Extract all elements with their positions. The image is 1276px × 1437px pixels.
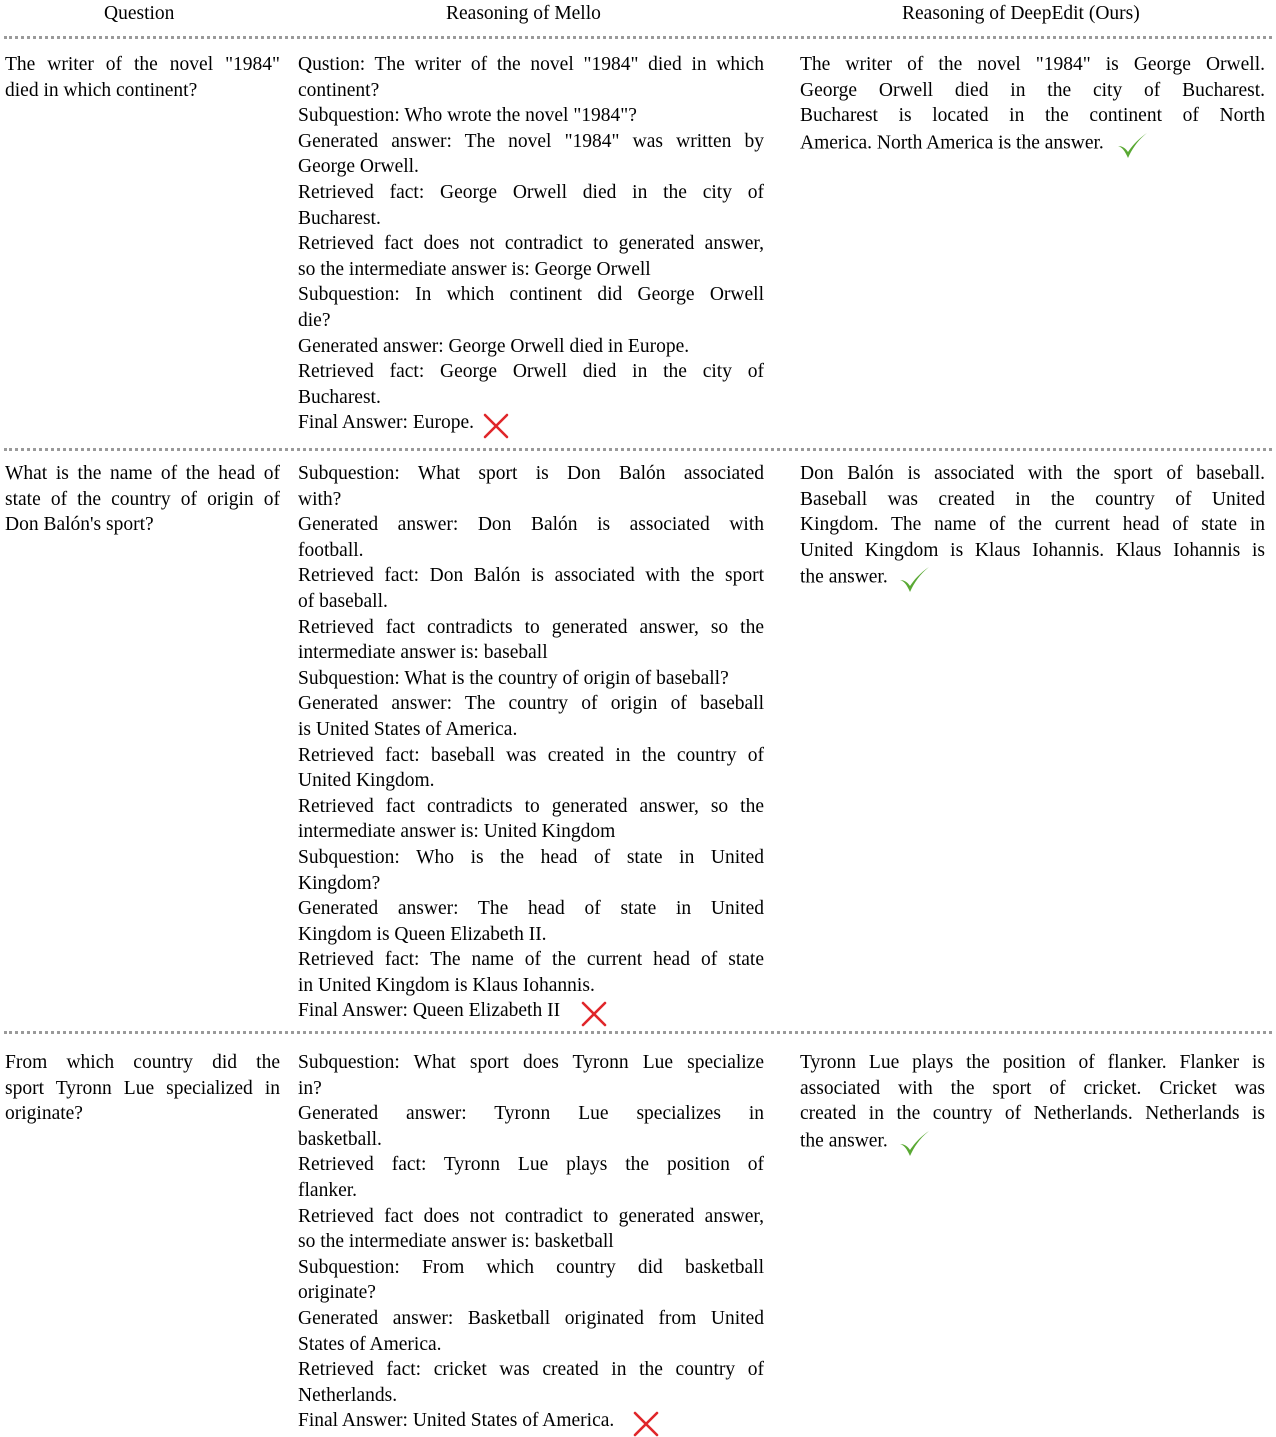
check-mark-icon bbox=[898, 1129, 930, 1159]
text-line: Generated answer: The head of state in United bbox=[298, 898, 764, 920]
text-line: football. bbox=[298, 539, 364, 561]
text-line: Subquestion: Who is the head of state in United bbox=[298, 846, 764, 868]
text-line: Retrieved fact: Tyronn Lue plays the position of bbox=[298, 1154, 764, 1176]
text-line: originate? bbox=[298, 1282, 376, 1304]
text-line: States of America. bbox=[298, 1333, 442, 1355]
text-line: Retrieved fact: cricket was created in the country of bbox=[298, 1359, 764, 1381]
text-line: Generated answer: Basketball originated from United bbox=[298, 1307, 764, 1329]
text-line: continent? bbox=[298, 79, 380, 101]
text-line: Subquestion: What sport is Don Balón associated bbox=[298, 463, 764, 484]
row-3-deepedit bbox=[800, 1050, 1265, 1157]
text-line: Retrieved fact: George Orwell died in the city of bbox=[298, 361, 764, 383]
row-2-mello bbox=[298, 461, 764, 1025]
text-line: The writer of the novel "1984" bbox=[5, 54, 280, 75]
text-line: Bucharest. bbox=[298, 386, 381, 408]
row-2-deepedit bbox=[800, 461, 1265, 593]
text-line: basketball. bbox=[298, 1128, 382, 1150]
text-line: Retrieved fact does not contradict to generated answer, bbox=[298, 233, 764, 255]
text-line: the answer. bbox=[800, 1127, 1265, 1157]
text-line: in United Kingdom is Klaus Iohannis. bbox=[298, 974, 595, 996]
text-line: Retrieved fact: baseball was created in the country of bbox=[298, 744, 764, 766]
text-line: Retrieved fact: George Orwell died in the city of bbox=[298, 181, 764, 203]
text-line: Final Answer: United States of America. bbox=[298, 1408, 764, 1435]
text-line: Generated answer: Tyronn Lue specializes in bbox=[298, 1103, 764, 1125]
header-question: Question bbox=[104, 3, 175, 24]
row-separator bbox=[4, 36, 1272, 39]
text-line: What is the name of the head of bbox=[5, 463, 280, 484]
cross-mark-icon bbox=[632, 1411, 660, 1437]
text-line: Retrieved fact: The name of the current head of state bbox=[298, 949, 764, 971]
check-mark-icon bbox=[898, 565, 930, 595]
text-line: Retrieved fact: Don Balón is associated with the sport bbox=[298, 565, 764, 587]
text-line: the answer. bbox=[800, 563, 1265, 593]
text-line: Subquestion: In which continent did George Orwell bbox=[298, 284, 764, 306]
text-line: United Kingdom is Klaus Iohannis. Klaus Iohannis is bbox=[800, 539, 1265, 561]
text-line: Final Answer: Queen Elizabeth II bbox=[298, 998, 764, 1025]
text-line: intermediate answer is: baseball bbox=[298, 642, 548, 664]
text-line: Don Balón's sport? bbox=[5, 514, 154, 536]
row-1-question bbox=[5, 52, 280, 103]
text-line: Kingdom. The name of the current head of state in bbox=[800, 514, 1265, 536]
text-line: associated with the sport of cricket. Cricket was bbox=[800, 1077, 1265, 1099]
text-line: so the intermediate answer is: basketball bbox=[298, 1231, 614, 1253]
text-line: Subquestion: Who wrote the novel "1984"? bbox=[298, 105, 637, 127]
text-line: of baseball. bbox=[298, 590, 388, 612]
text-line: Retrieved fact contradicts to generated answer, so the bbox=[298, 795, 764, 817]
row-separator bbox=[4, 1031, 1272, 1034]
text-line: Baseball was created in the country of United bbox=[800, 488, 1265, 510]
text-line: Kingdom? bbox=[298, 872, 381, 894]
text-line: Tyronn Lue plays the position of flanker. Flanker is bbox=[800, 1052, 1265, 1073]
text-line: flanker. bbox=[298, 1179, 358, 1201]
text-line: died in which continent? bbox=[5, 79, 198, 101]
text-line: Subquestion: What is the country of origin of baseball? bbox=[298, 667, 729, 689]
text-line: Generated answer: The novel "1984" was written by bbox=[298, 130, 764, 152]
text-line: From which country did the bbox=[5, 1052, 280, 1073]
text-line: Qustion: The writer of the novel "1984" died in which bbox=[298, 54, 764, 75]
cross-mark-icon bbox=[482, 413, 510, 439]
row-1-deepedit bbox=[800, 52, 1265, 159]
text-line: state of the country of origin of bbox=[5, 488, 280, 510]
text-line: Netherlands. bbox=[298, 1384, 398, 1406]
text-line: Don Balón is associated with the sport of baseball. bbox=[800, 463, 1265, 484]
table-header bbox=[0, 3, 1276, 29]
row-3-mello bbox=[298, 1050, 764, 1435]
row-3-question bbox=[5, 1050, 280, 1127]
text-line: George Orwell. bbox=[298, 156, 419, 178]
text-line: Retrieved fact contradicts to generated answer, so the bbox=[298, 616, 764, 638]
text-line: Retrieved fact does not contradict to generated answer, bbox=[298, 1205, 764, 1227]
text-line: Subquestion: What sport does Tyronn Lue specialize bbox=[298, 1052, 764, 1073]
text-line: Generated answer: Don Balón is associated with bbox=[298, 514, 764, 536]
text-line: in? bbox=[298, 1077, 322, 1099]
text-line: Subquestion: From which country did basketball bbox=[298, 1256, 764, 1278]
text-line: Kingdom is Queen Elizabeth II. bbox=[298, 923, 547, 945]
check-mark-icon bbox=[1116, 131, 1148, 161]
text-line: Bucharest. bbox=[298, 207, 381, 229]
row-1-mello bbox=[298, 52, 764, 437]
text-line: sport Tyronn Lue specialized in bbox=[5, 1077, 280, 1099]
header-mello: Reasoning of Mello bbox=[446, 3, 601, 24]
text-line: America. North America is the answer. bbox=[800, 129, 1265, 159]
text-line: Final Answer: Europe. bbox=[298, 410, 764, 437]
text-line: originate? bbox=[5, 1103, 83, 1125]
text-line: Bucharest is located in the continent of North bbox=[800, 105, 1265, 127]
text-line: Generated answer: The country of origin of baseball bbox=[298, 693, 764, 715]
row-2-question bbox=[5, 461, 280, 538]
cross-mark-icon bbox=[580, 1001, 608, 1027]
text-line: United Kingdom. bbox=[298, 770, 435, 792]
text-line: with? bbox=[298, 488, 342, 510]
text-line: Generated answer: George Orwell died in Europe. bbox=[298, 335, 690, 357]
text-line: The writer of the novel "1984" is George Orwell. bbox=[800, 54, 1265, 75]
text-line: die? bbox=[298, 309, 331, 331]
row-separator bbox=[4, 448, 1272, 451]
text-line: intermediate answer is: United Kingdom bbox=[298, 821, 616, 843]
text-line: so the intermediate answer is: George Orwell bbox=[298, 258, 651, 280]
text-line: is United States of America. bbox=[298, 718, 518, 740]
header-deepedit: Reasoning of DeepEdit (Ours) bbox=[902, 3, 1140, 24]
text-line: George Orwell died in the city of Bucharest. bbox=[800, 79, 1265, 101]
text-line: created in the country of Netherlands. Netherlands is bbox=[800, 1103, 1265, 1125]
